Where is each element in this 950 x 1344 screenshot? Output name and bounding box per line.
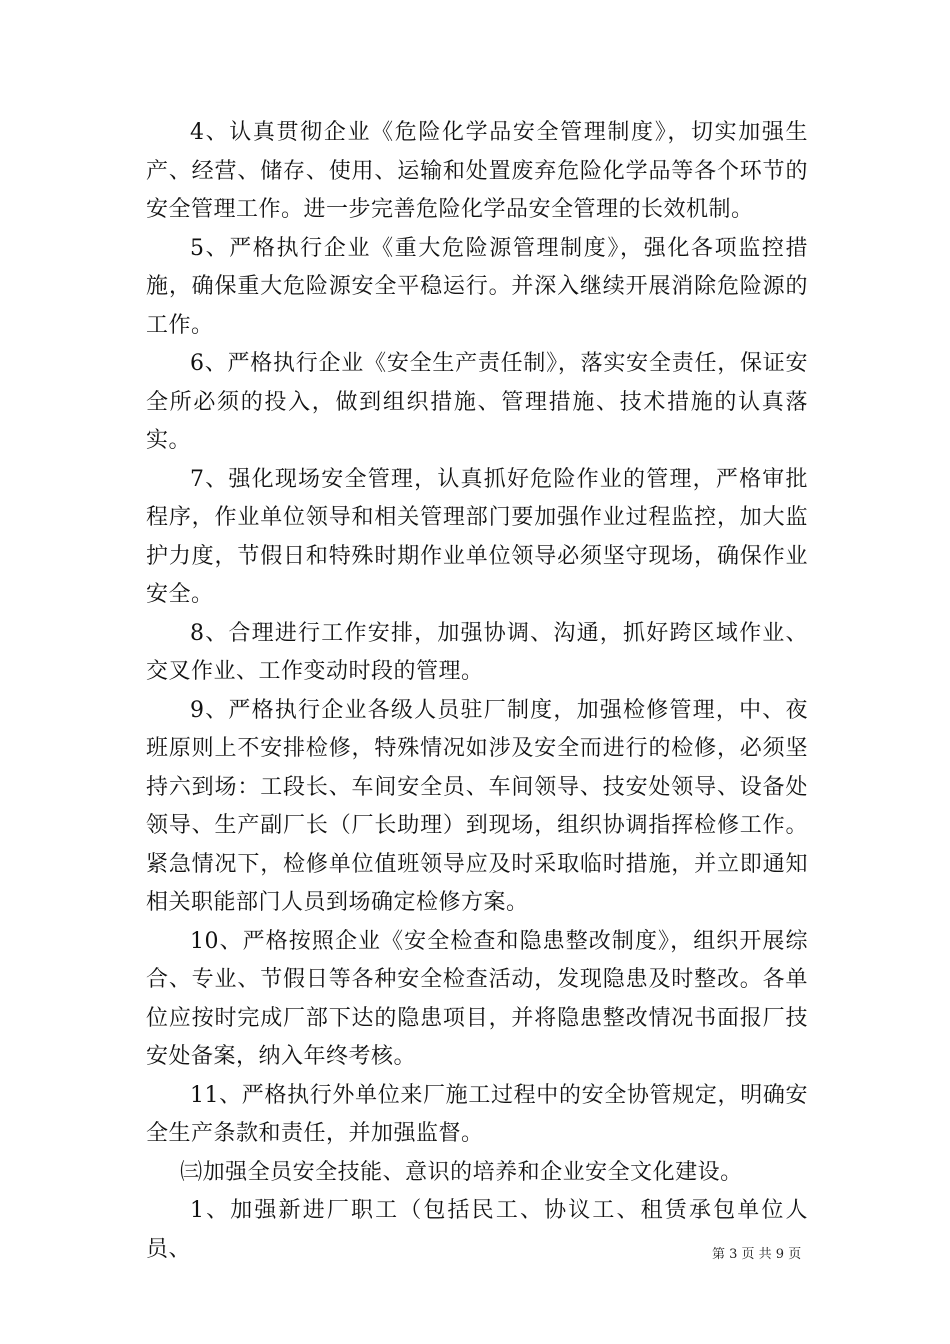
document-body: [146, 114, 808, 1269]
paragraph-item-10: 10、严格按照企业《安全检查和隐患整改制度》，组织开展综合、专业、节假日等各种安全检查活动，发现隐患及时整改。各单位应按时完成厂部下达的隐患项目，并将隐患整改情况书面报厂技安处备案，纳入年终考核。: [146, 928, 808, 1069]
paragraph-item-11: 11、严格执行外单位来厂施工过程中的安全协管规定，明确安全生产条款和责任，并加强监督。: [146, 1082, 808, 1146]
paragraph-item-7: 7、强化现场安全管理，认真抓好危险作业的管理，严格审批程序，作业单位领导和相关管理部门要加强作业过程监控，加大监护力度，节假日和特殊时期作业单位领导必须坚守现场，确保作业安全。: [146, 466, 808, 607]
paragraph-item-9: 9、严格执行企业各级人员驻厂制度，加强检修管理，中、夜班原则上不安排检修，特殊情况如涉及安全而进行的检修，必须坚持六到场：工段长、车间安全员、车间领导、技安处领导、设备处领导、生产副厂长（厂长助理）到现场，组织协调指挥检修工作。紧急情况下，检修单位值班领导应及时采取临时措施，并立即通知相关职能部门人员到场确定检修方案。: [146, 697, 808, 915]
paragraph-item-5: 5、严格执行企业《重大危险源管理制度》，强化各项监控措施，确保重大危险源安全平稳运行。并深入继续开展消除危险源的工作。: [146, 235, 808, 338]
paragraph-item-1: 1、加强新进厂职工（包括民工、协议工、租赁承包单位人员、: [146, 1198, 808, 1262]
paragraph-item-8: 8、合理进行工作安排，加强协调、沟通，抓好跨区域作业、交叉作业、工作变动时段的管理。: [146, 620, 808, 684]
paragraph-item-4: 4、认真贯彻企业《危险化学品安全管理制度》，切实加强生产、经营、储存、使用、运输和处置废弃危险化学品等各个环节的安全管理工作。进一步完善危险化学品安全管理的长效机制。: [146, 120, 808, 222]
section-heading-3: ㈢加强全员安全技能、意识的培养和企业安全文化建设。: [180, 1159, 743, 1185]
page-number-footer: 第 3 页 共 9 页: [712, 1247, 802, 1262]
paragraph-item-6: 6、严格执行企业《安全生产责任制》，落实安全责任，保证安全所必须的投入，做到组织措施、管理措施、技术措施的认真落实。: [146, 351, 808, 453]
